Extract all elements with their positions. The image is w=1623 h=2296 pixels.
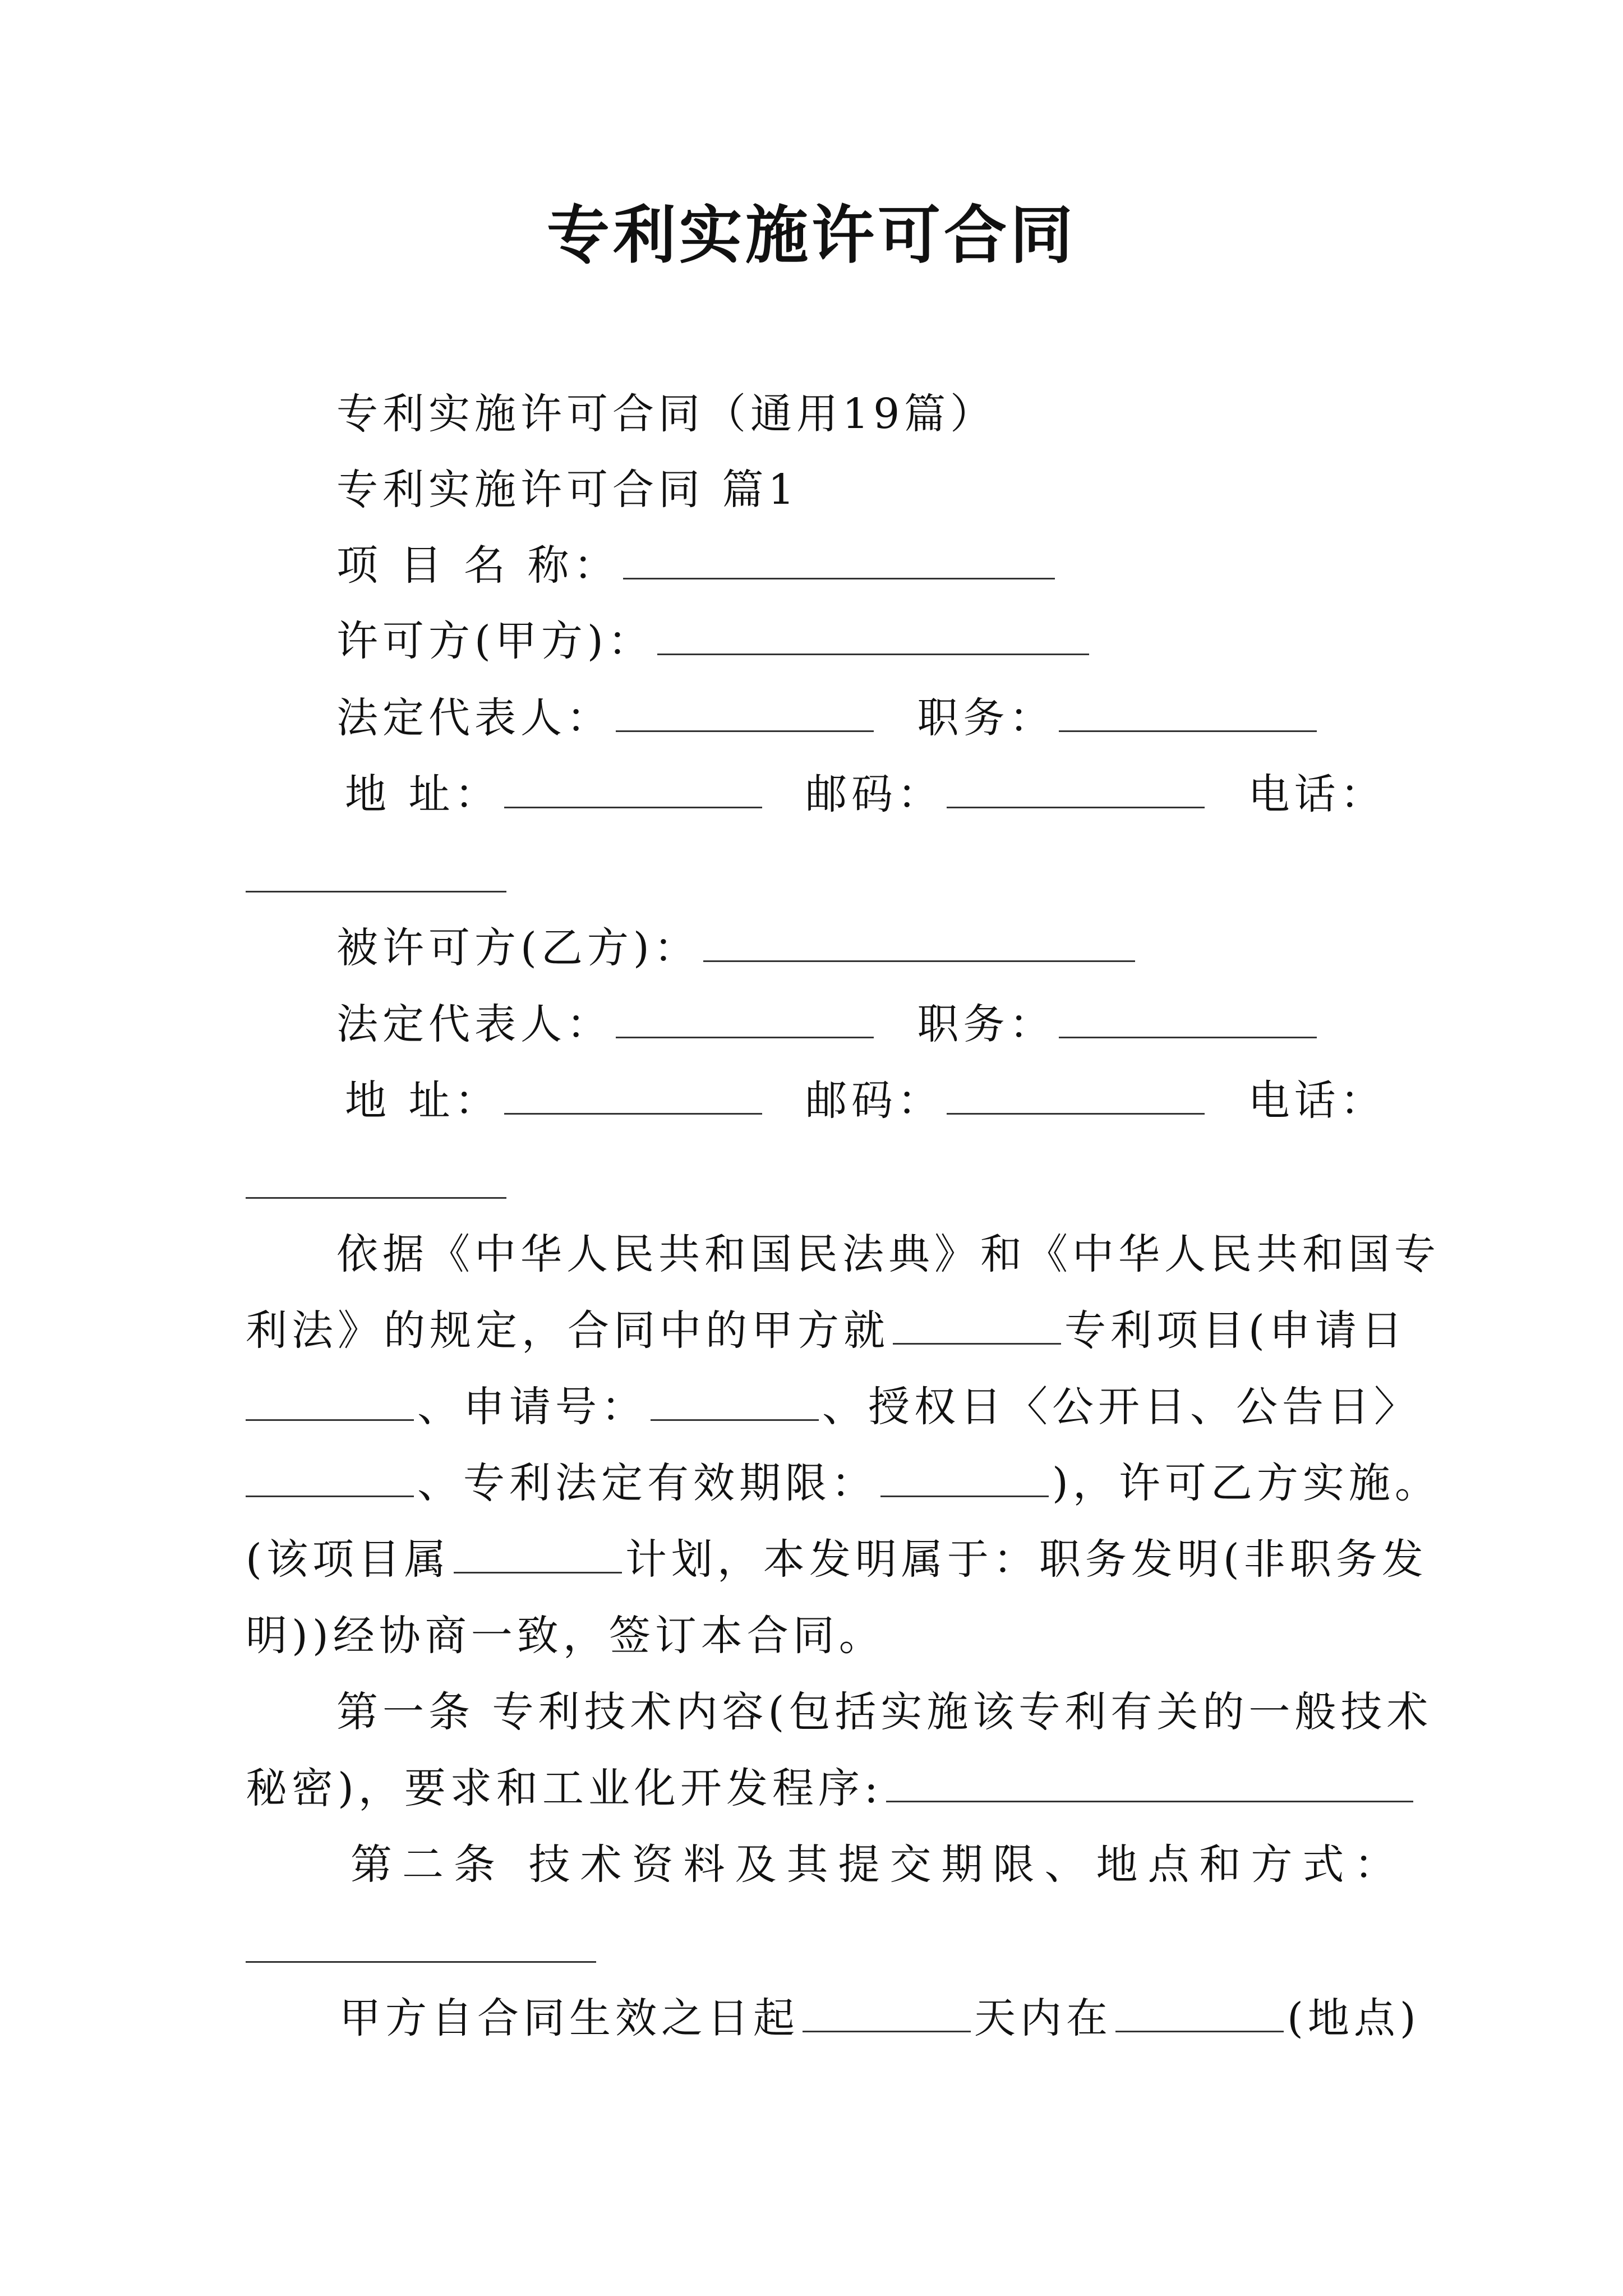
- section-heading: 专利实施许可合同 篇1: [336, 466, 799, 514]
- position-label: 职务：: [917, 694, 1055, 742]
- licensee-rep-line: [336, 996, 1320, 1052]
- para1-line5: (该项目属 计划，本发明属于：职务发明(非职务发: [246, 1531, 1428, 1588]
- postcode-label: 邮码：: [805, 770, 944, 818]
- tech-materials-blank[interactable]: [246, 1961, 596, 1963]
- licensor-address-line: [345, 766, 1386, 822]
- tech-content-blank[interactable]: [886, 1761, 1413, 1802]
- licensor-rep-line: [336, 690, 1320, 746]
- para1-line2: 利法》的规定，合同中的甲方就 专利项目(申请日: [246, 1303, 1407, 1359]
- document-title: 专利实施许可合同: [547, 199, 1076, 272]
- location-blank[interactable]: [1115, 1991, 1284, 2032]
- para1-line3: 、申请号： 、授权日〈公开日、公告日〉: [246, 1379, 1420, 1435]
- para1-line4: 、专利法定有效期限： )，许可乙方实施。: [246, 1455, 1441, 1511]
- licensor-phone-blank[interactable]: [246, 891, 506, 892]
- licensee-line: [336, 920, 1138, 976]
- project-name-line: [336, 537, 1058, 593]
- article1-line2: 秘密)，要求和工业化开发程序:: [246, 1760, 1417, 1816]
- licensor-blank[interactable]: [657, 614, 1089, 655]
- para1-line6: 明))经协商一致，签订本合同。: [246, 1612, 885, 1660]
- legal-rep-label: 法定代表人：: [336, 1000, 612, 1048]
- legal-rep-label: 法定代表人：: [336, 694, 612, 742]
- grant-date-blank[interactable]: [246, 1456, 414, 1497]
- patent-project-blank[interactable]: [893, 1304, 1061, 1345]
- licensee-address-line: [345, 1073, 1386, 1129]
- licensee-phone-blank[interactable]: [246, 1197, 506, 1199]
- validity-period-blank[interactable]: [880, 1456, 1049, 1497]
- days-blank[interactable]: [803, 1991, 971, 2032]
- article1-line1: 第一条 专利技术内容(包括实施该专利有关的一般技术: [336, 1688, 1433, 1736]
- plan-blank[interactable]: [454, 1533, 622, 1573]
- phone-label: 电话：: [1248, 1076, 1386, 1125]
- application-number-blank[interactable]: [651, 1380, 819, 1421]
- licensor-line: [336, 613, 1092, 669]
- para-last-line: 甲方自合同生效之日起 天内在 (地点): [339, 1990, 1421, 2046]
- licensor-postcode-blank[interactable]: [947, 767, 1205, 808]
- project-name-label: 项 目 名 称：: [336, 541, 620, 590]
- postcode-label: 邮码：: [805, 1076, 944, 1125]
- position-label: 职务：: [917, 1000, 1055, 1048]
- licensor-label: 许可方(甲方)：: [336, 617, 654, 665]
- application-date-blank[interactable]: [246, 1380, 414, 1421]
- licensee-rep-blank[interactable]: [616, 997, 874, 1038]
- para1-line1: 依据《中华人民共和国民法典》和《中华人民共和国专: [336, 1230, 1440, 1278]
- phone-label: 电话：: [1248, 770, 1386, 818]
- project-name-blank[interactable]: [623, 539, 1055, 579]
- licensee-postcode-blank[interactable]: [947, 1074, 1205, 1115]
- article2-line1: 第二条 技术资料及其提交期限、地点和方式：: [351, 1841, 1406, 1889]
- licensee-position-blank[interactable]: [1059, 997, 1317, 1038]
- address-label: 地 址：: [345, 770, 501, 818]
- licensor-rep-blank[interactable]: [616, 691, 874, 732]
- document-subtitle: 专利实施许可合同（通用19篇）: [336, 390, 997, 438]
- address-label: 地 址：: [345, 1076, 501, 1125]
- licensee-address-blank[interactable]: [504, 1074, 762, 1115]
- licensee-label: 被许可方(乙方)：: [336, 924, 700, 972]
- licensor-position-blank[interactable]: [1059, 691, 1317, 732]
- licensee-blank[interactable]: [703, 921, 1135, 962]
- licensor-address-blank[interactable]: [504, 767, 762, 808]
